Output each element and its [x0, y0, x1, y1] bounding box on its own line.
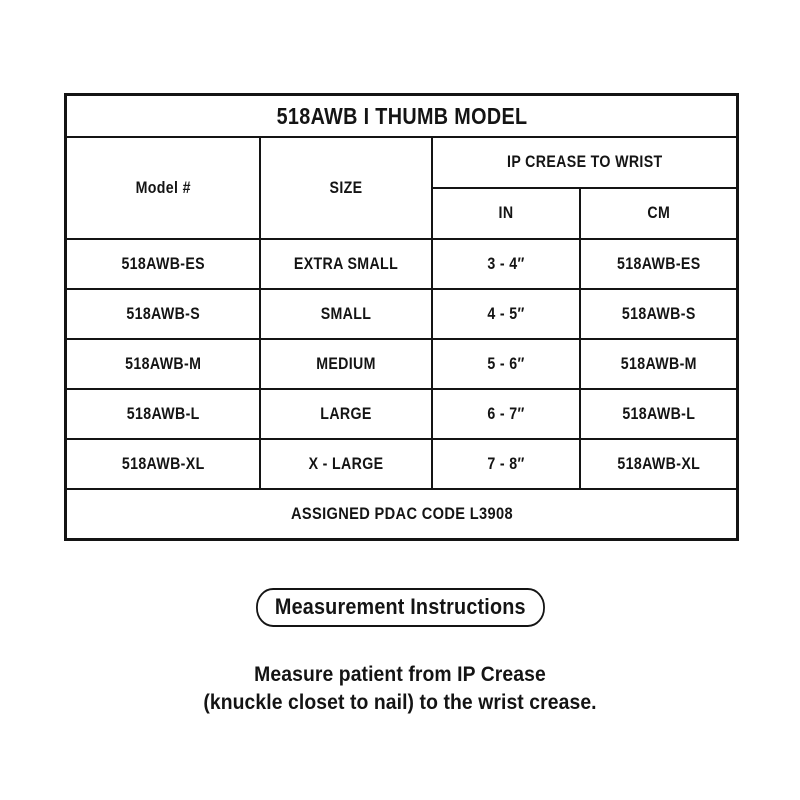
column-header-size: SIZE: [272, 137, 420, 239]
cell-size: X - LARGE: [272, 439, 420, 489]
cell-cm: 518AWB-M: [591, 339, 727, 389]
cell-in: 6 - 7″: [442, 389, 569, 439]
cell-cm: 518AWB-L: [591, 389, 727, 439]
cell-model: 518AWB-L: [79, 389, 246, 439]
cell-in: 7 - 8″: [442, 439, 569, 489]
size-chart-table: [64, 93, 739, 541]
table-row: [66, 289, 738, 339]
cell-size: SMALL: [272, 289, 420, 339]
measurement-instructions-body: [40, 661, 760, 716]
instruction-line-2: (knuckle closet to nail) to the wrist crease.: [203, 689, 597, 714]
cell-size: EXTRA SMALL: [272, 239, 420, 289]
cell-model: 518AWB-ES: [79, 239, 246, 289]
measurement-instructions-section: [0, 588, 800, 716]
column-header-in: IN: [442, 188, 569, 239]
cell-in: 5 - 6″: [442, 339, 569, 389]
table-row: [66, 239, 738, 289]
cell-cm: 518AWB-XL: [591, 439, 727, 489]
instruction-line-1: Measure patient from IP Crease: [254, 662, 546, 687]
measurement-instructions-heading: Measurement Instructions: [256, 588, 545, 627]
cell-cm: 518AWB-S: [591, 289, 727, 339]
cell-model: 518AWB-XL: [79, 439, 246, 489]
cell-size: LARGE: [272, 389, 420, 439]
table-row: [66, 389, 738, 439]
table-header-row-primary: [66, 137, 738, 188]
table-title-row: [66, 95, 738, 138]
chart-title: 518AWB I THUMB MODEL: [113, 95, 691, 138]
table-row: [66, 439, 738, 489]
cell-size: MEDIUM: [272, 339, 420, 389]
cell-cm: 518AWB-ES: [591, 239, 727, 289]
cell-model: 518AWB-M: [79, 339, 246, 389]
pdac-code-note: ASSIGNED PDAC CODE L3908: [113, 489, 691, 540]
cell-in: 4 - 5″: [442, 289, 569, 339]
column-header-model: Model #: [79, 137, 246, 239]
column-header-group-ip-crease-to-wrist: IP CREASE TO WRIST: [453, 137, 716, 188]
table-footer-row: [66, 489, 738, 540]
cell-model: 518AWB-S: [79, 289, 246, 339]
column-header-cm: CM: [591, 188, 727, 239]
table-row: [66, 339, 738, 389]
cell-in: 3 - 4″: [442, 239, 569, 289]
size-chart-container: [64, 93, 736, 541]
